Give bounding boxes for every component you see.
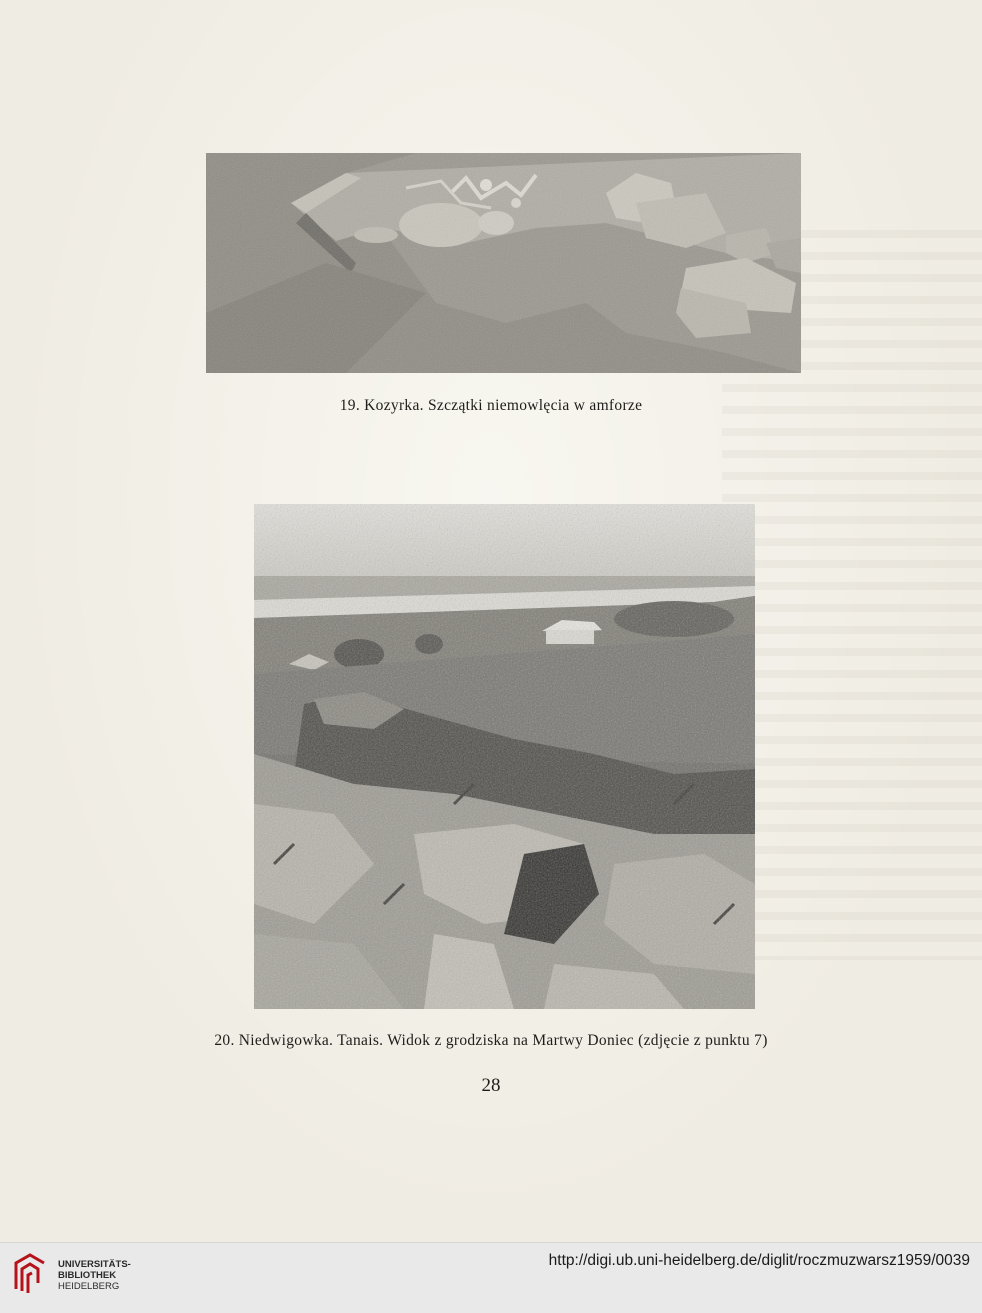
figure-19-caption: 19. Kozyrka. Szczątki niemowlęcia w amforze (339, 397, 643, 414)
logo-line-3: HEIDELBERG (58, 1281, 120, 1292)
library-logo-text[interactable] (58, 1259, 131, 1292)
figure-19-photo (206, 153, 801, 373)
figure-20-image (254, 504, 755, 1009)
figure-20-photo (254, 504, 755, 1009)
logo-line-2: BIBLIOTHEK (58, 1270, 117, 1281)
library-logo-icon[interactable] (10, 1251, 50, 1295)
page-number: 28 (481, 1075, 501, 1096)
logo-graphic (10, 1251, 50, 1295)
figure-20-caption: 20. Niedwigowka. Tanais. Widok z grodziska na Martwy Doniec (zdjęcie z punktu 7) (214, 1032, 768, 1049)
footer-bar (0, 1242, 982, 1313)
permalink-url[interactable]: http://digi.ub.uni-heidelberg.de/diglit/roczmuzwarsz1959/0039 (548, 1252, 970, 1269)
figure-19-image (206, 153, 801, 373)
logo-line-1: UNIVERSITÄTS- (58, 1259, 131, 1270)
